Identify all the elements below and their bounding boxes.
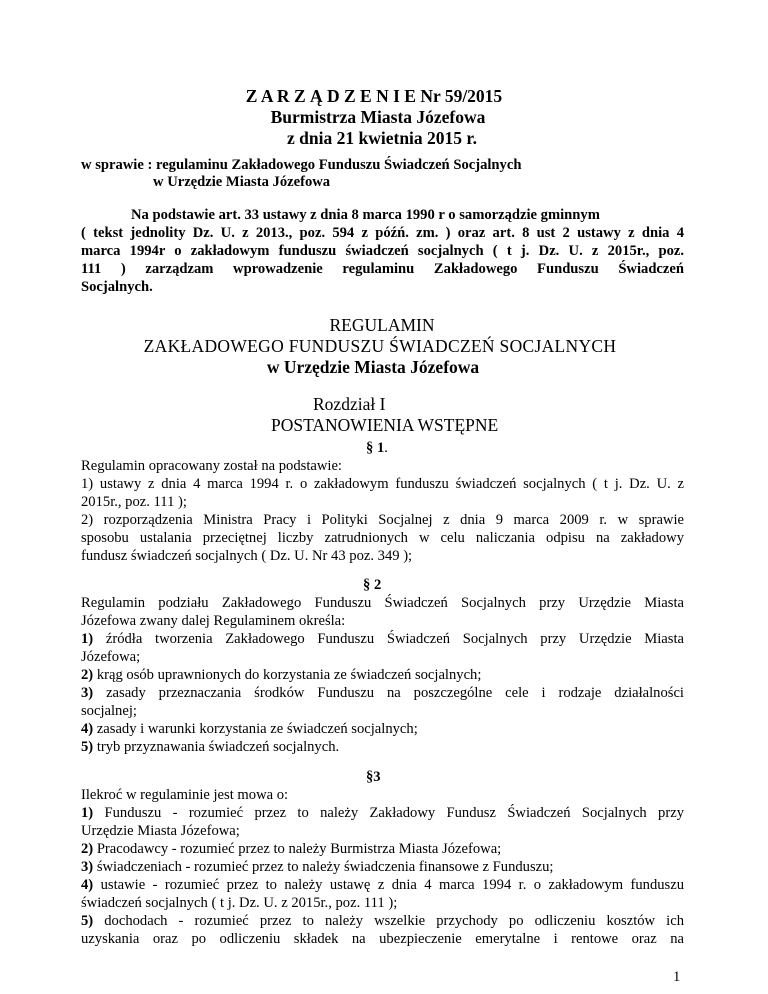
regulamin-subtitle: ZAKŁADOWEGO FUNDUSZU ŚWIADCZEŃ SOCJALNYCH <box>143 336 617 356</box>
section-1-point-1-line-2: 2015r., poz. 111 ); <box>81 494 187 510</box>
section-2-item-2: 2) krąg osób uprawnionych do korzystania ze świadczeń socjalnych; <box>81 667 482 683</box>
section-3-intro: Ilekroć w regulaminie jest mowa o: <box>81 787 289 803</box>
chapter-number: Rozdział I <box>313 394 386 414</box>
subject-line-1: w sprawie : regulaminu Zakładowego Funduszu Świadczeń Socjalnych <box>81 157 522 173</box>
section-1-point-2-line-3: fundusz świadczeń socjalnych ( Dz. U. Nr 43 poz. 349 ); <box>81 548 413 564</box>
basis-line-4: 111 ) zarządzam wprowadzenie regulaminu Zakładowego Funduszu Świadczeń <box>81 261 684 277</box>
section-3-item-1: 1) Funduszu - rozumieć przez to należy Zakładowy Fundusz Świadczeń Socjalnych przy <box>81 805 684 821</box>
basis-line-3: marca 1994r o zakładowym funduszu świadczeń socjalnych ( t j. Dz. U. z 2015r., poz. <box>81 243 684 259</box>
basis-line-2: ( tekst jednolity Dz. U. z 2013., poz. 594 z późń. zm. ) oraz art. 8 ust 2 ustawy z dnia 4 <box>81 225 684 241</box>
basis-line-1: Na podstawie art. 33 ustawy z dnia 8 marca 1990 r o samorządzie gminnym <box>131 207 600 223</box>
section-1-intro: Regulamin opracowany został na podstawie: <box>81 458 342 474</box>
section-2-intro-line-2: Józefowa zwany dalej Regulaminem określa: <box>81 613 346 629</box>
section-3-item-5: 5) dochodach - rozumieć przez to należy wszelkie przychody po odliczeniu kosztów ich <box>81 913 684 929</box>
section-2-item-3: 3) zasady przeznaczania środków Funduszu na poszczególne cele i rodzaje działalności <box>81 685 684 701</box>
section-2-item-1: 1) źródła tworzenia Zakładowego Funduszu Świadczeń Socjalnych przy Urzędzie Miasta <box>81 631 684 647</box>
section-3-item-2: 2) Pracodawcy - rozumieć przez to należy Burmistrza Miasta Józefowa; <box>81 841 502 857</box>
section-2-intro-line-1: Regulamin podziału Zakładowego Funduszu Świadczeń Socjalnych przy Urzędzie Miasta <box>81 595 684 611</box>
section-1-point-1-line-1: 1) ustawy z dnia 4 marca 1994 r. o zakładowym funduszu świadczeń socjalnych ( t j. Dz. U. z <box>81 476 684 492</box>
section-3-mark: §3 <box>366 769 381 785</box>
section-1-point-2-line-2: sposobu ustalania przeciętnej liczby zatrudnionych w celu naliczania odpisu na zakładowy <box>81 530 684 546</box>
section-1-mark: § 1. <box>366 440 388 456</box>
section-1-point-2-line-1: 2) rozporządzenia Ministra Pracy i Polityki Socjalnej z dnia 9 marca 2009 r. w sprawie <box>81 512 684 528</box>
regulamin-location: w Urzędzie Miasta Józefowa <box>266 357 480 377</box>
subject-line-2: w Urzędzie Miasta Józefowa <box>153 174 331 190</box>
section-3-item-4: 4) ustawie - rozumieć przez to należy ustawę z dnia 4 marca 1994 r. o zakładowym funduszu <box>81 877 684 893</box>
section-3-item-3: 3) świadczeniach - rozumieć przez to należy świadczenia finansowe z Funduszu; <box>81 859 554 875</box>
section-3-item-5-cont: uzyskania oraz po odliczeniu składek na ubezpieczenie emerytalne i rentowe oraz na <box>81 931 684 947</box>
section-2-item-4: 4) zasady i warunki korzystania ze świadczeń socjalnych; <box>81 721 418 737</box>
section-3-item-4-cont: świadczeń socjalnych ( t j. Dz. U. z 2015r., poz. 111 ); <box>81 895 398 911</box>
page-number: 1 <box>673 969 681 985</box>
chapter-name: POSTANOWIENIA WSTĘPNE <box>271 415 499 435</box>
decree-issuer: Burmistrza Miasta Józefowa <box>270 107 486 127</box>
section-2-item-3-cont: socjalnej; <box>81 703 137 719</box>
section-2-item-1-cont: Józefowa; <box>81 649 141 665</box>
section-3-item-1-cont: Urzędzie Miasta Józefowa; <box>81 823 240 839</box>
decree-title: Z A R Z Ą D Z E N I E Nr 59/2015 <box>245 86 503 106</box>
decree-date: z dnia 21 kwietnia 2015 r. <box>287 128 477 148</box>
section-2-mark: § 2 <box>363 577 382 593</box>
regulamin-title: REGULAMIN <box>329 315 435 335</box>
basis-line-5: Socjalnych. <box>81 279 153 295</box>
section-2-item-5: 5) tryb przyznawania świadczeń socjalnych. <box>81 739 340 755</box>
